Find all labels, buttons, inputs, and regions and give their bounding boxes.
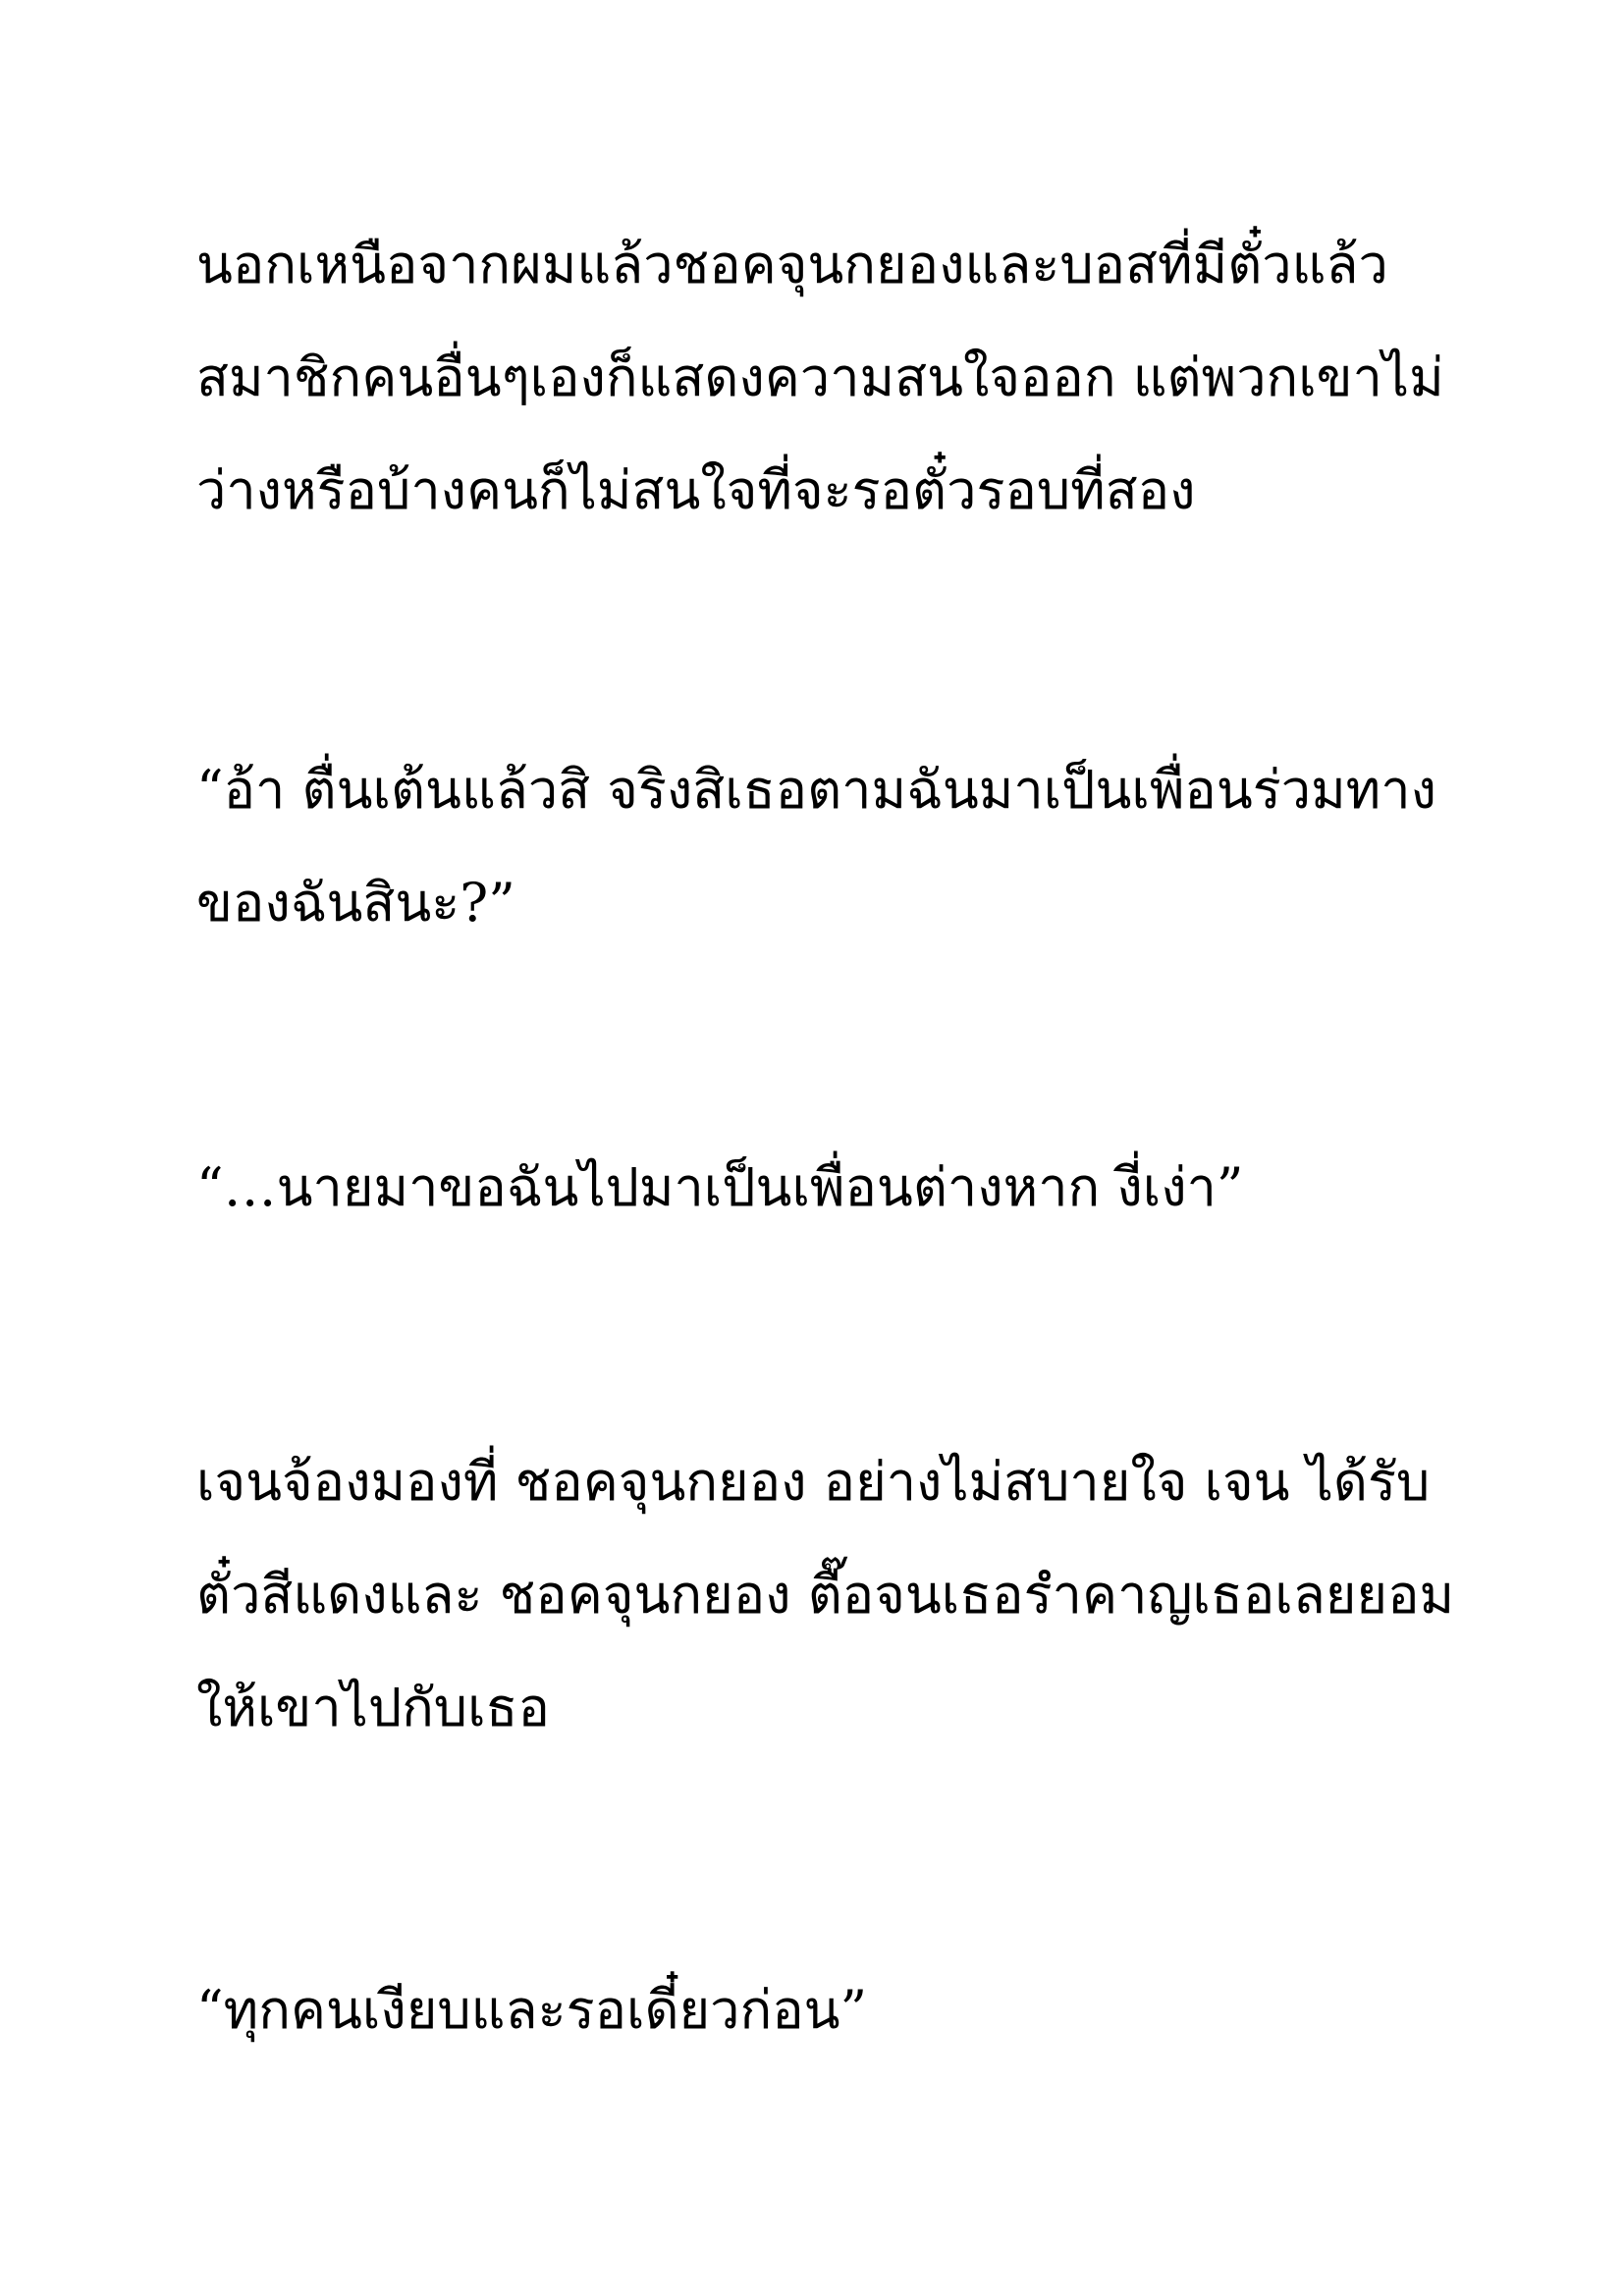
narration-paragraph (196, 1425, 1473, 1764)
text-line: สมาชิกคนอื่นๆเองก็แสดงความสนใจออก แต่พวกเขาไม่ (196, 347, 1444, 408)
narration-paragraph (196, 208, 1473, 547)
text-line: “ทุกคนเงียบและรอเดี๋ยวก่อน” (196, 1979, 868, 2041)
text-line: ตั๋วสีแดงและ ชอคจุนกยอง ตื๊อจนเธอรำคาญเธอเลยยอม (196, 1564, 1455, 1626)
text-line: นอกเหนือจากผมแล้วชอคจุนกยองและบอสที่มีตั๋วแล้ว (196, 234, 1388, 295)
dialogue-paragraph (196, 1953, 1473, 2066)
text-line: “…นายมาขอฉันไปมาเป็นเพื่อนต่างหาก งี่เง่า” (196, 1156, 1244, 1218)
text-line: เจนจ้องมองที่ ชอคจุนกยอง อย่างไม่สบายใจ เจน ได้รับ (196, 1451, 1431, 1513)
text-line: ของฉันสินะ?” (196, 872, 515, 934)
text-line: ว่างหรือบ้างคนก็ไม่สนใจที่จะรอตั๋วรอบที่สอง (196, 459, 1196, 521)
text-line: “อ้า ตื่นเต้นแล้วสิ จริงสิเธอตามฉันมาเป็นเพื่อนร่วมทาง (196, 759, 1436, 821)
text-line: ให้เขาไปกับเธอ (196, 1677, 550, 1738)
dialogue-paragraph (196, 1131, 1473, 1244)
dialogue-paragraph (196, 733, 1473, 959)
